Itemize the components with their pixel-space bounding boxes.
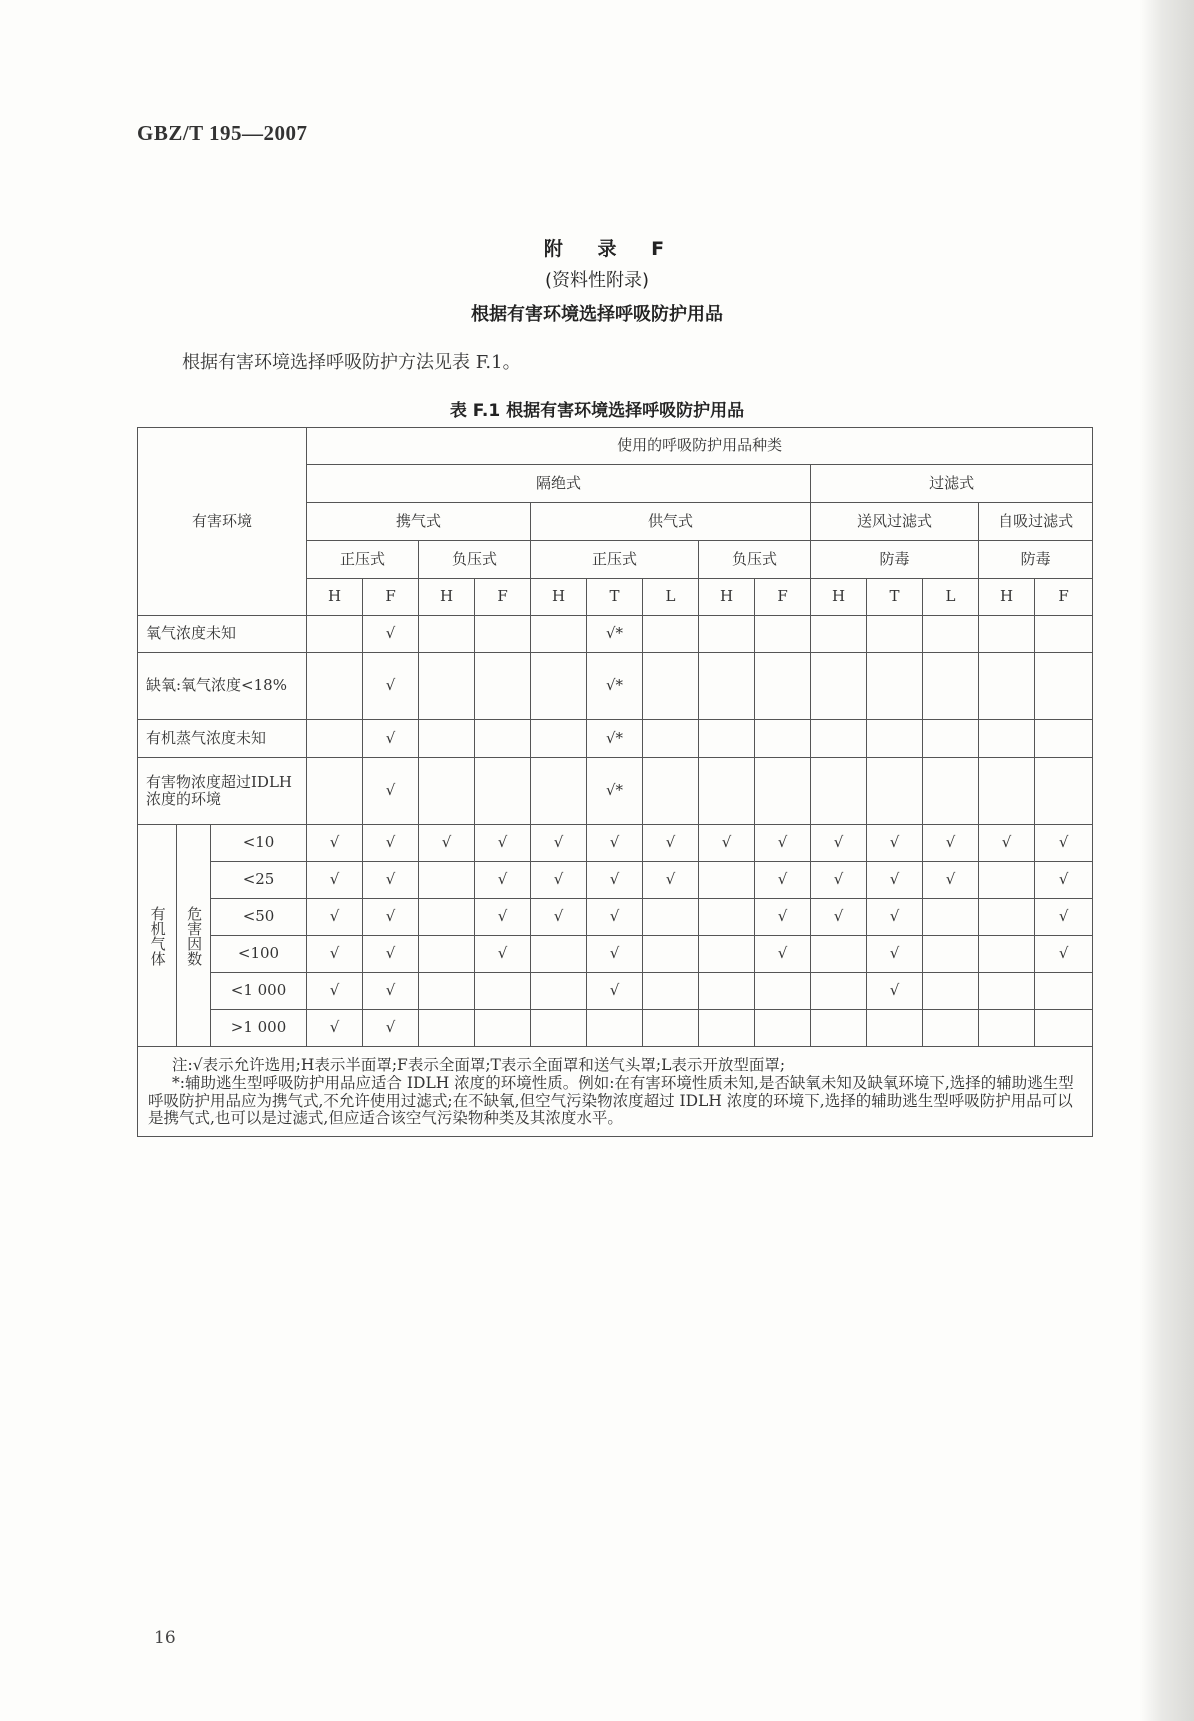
table-row <box>138 862 1093 899</box>
check-cell: √ <box>363 936 419 973</box>
check-cell <box>531 936 587 973</box>
appendix-label: 附 录 F <box>543 238 679 260</box>
check-cell <box>811 936 867 973</box>
check-cell <box>867 758 923 825</box>
table-note <box>138 1047 1093 1137</box>
check-cell <box>867 1010 923 1047</box>
hazard-factor-value: <50 <box>211 899 307 936</box>
check-cell <box>307 758 363 825</box>
check-cell <box>979 973 1035 1010</box>
check-cell: √ <box>587 899 643 936</box>
hazard-factor-value: >1 000 <box>211 1010 307 1047</box>
check-cell <box>867 653 923 720</box>
hazard-factor-value: <25 <box>211 862 307 899</box>
check-cell <box>531 616 587 653</box>
check-cell: √ <box>475 936 531 973</box>
check-cell <box>811 973 867 1010</box>
check-cell <box>531 653 587 720</box>
check-cell: √ <box>475 899 531 936</box>
check-cell: √ <box>587 862 643 899</box>
check-cell: √ <box>363 973 419 1010</box>
check-cell <box>867 720 923 758</box>
table-row <box>138 616 1093 653</box>
table-row <box>138 825 1093 862</box>
check-cell <box>699 862 755 899</box>
check-cell <box>979 862 1035 899</box>
check-cell: √ <box>1035 936 1093 973</box>
row-label: 有害物浓度超过IDLH浓度的环境 <box>138 758 307 825</box>
col-code: H <box>699 579 755 616</box>
respirator-selection-table <box>137 427 1093 1137</box>
check-cell: √ <box>811 825 867 862</box>
note-legend: 注:√表示允许选用;H表示半面罩;F表示全面罩;T表示全面罩和送气头罩;L表示开放型面罩; <box>172 1056 786 1074</box>
check-cell: √ <box>531 899 587 936</box>
group-isolation: 隔绝式 <box>307 465 811 503</box>
col-code: H <box>531 579 587 616</box>
check-cell <box>979 899 1035 936</box>
check-cell: √ <box>587 825 643 862</box>
check-cell <box>699 1010 755 1047</box>
hazard-factor-value: <100 <box>211 936 307 973</box>
check-cell <box>531 1010 587 1047</box>
check-cell <box>699 653 755 720</box>
check-cell: √ <box>867 899 923 936</box>
hazard-factor-label: 危害因数 <box>177 825 211 1047</box>
check-cell <box>475 616 531 653</box>
pressure-negative: 负压式 <box>419 541 531 579</box>
col-code: L <box>643 579 699 616</box>
check-cell <box>923 758 979 825</box>
col-code: H <box>307 579 363 616</box>
top-header: 使用的呼吸防护用品种类 <box>307 428 1093 465</box>
appendix-title: 根据有害环境选择呼吸防护用品 <box>471 304 723 325</box>
check-cell <box>643 616 699 653</box>
check-cell: √ <box>307 899 363 936</box>
check-cell <box>755 653 811 720</box>
check-cell <box>643 936 699 973</box>
col-code: T <box>587 579 643 616</box>
check-cell <box>867 616 923 653</box>
check-cell <box>699 936 755 973</box>
check-cell <box>419 899 475 936</box>
check-cell: √* <box>587 758 643 825</box>
check-cell <box>419 653 475 720</box>
check-cell: √ <box>363 862 419 899</box>
check-cell: √ <box>923 825 979 862</box>
table-row <box>138 720 1093 758</box>
check-cell <box>643 973 699 1010</box>
subgroup-carry-air: 携气式 <box>307 503 531 541</box>
check-cell <box>923 973 979 1010</box>
check-cell: √ <box>587 936 643 973</box>
check-cell: √ <box>1035 825 1093 862</box>
check-cell: √ <box>1035 899 1093 936</box>
check-cell <box>699 616 755 653</box>
table-row <box>138 758 1093 825</box>
check-cell <box>419 758 475 825</box>
check-cell: √ <box>643 862 699 899</box>
col-code: F <box>475 579 531 616</box>
row-label: 有机蒸气浓度未知 <box>138 720 307 758</box>
subgroup-supplied-air: 供气式 <box>531 503 811 541</box>
table-row <box>138 899 1093 936</box>
standard-number: GBZ/T 195—2007 <box>137 121 308 145</box>
check-cell <box>923 936 979 973</box>
check-cell <box>307 720 363 758</box>
page-number: 16 <box>154 1628 176 1648</box>
table-row <box>138 973 1093 1010</box>
check-cell <box>979 936 1035 973</box>
check-cell: √* <box>587 653 643 720</box>
check-cell <box>475 720 531 758</box>
check-cell <box>1035 720 1093 758</box>
check-cell <box>587 1010 643 1047</box>
table-row <box>138 936 1093 973</box>
check-cell <box>699 720 755 758</box>
subgroup-powered-filter: 送风过滤式 <box>811 503 979 541</box>
table-row <box>138 653 1093 720</box>
check-cell <box>643 899 699 936</box>
col-code: H <box>979 579 1035 616</box>
check-cell <box>979 653 1035 720</box>
row-label: 缺氧:氧气浓度<18% <box>138 653 307 720</box>
check-cell: √ <box>755 825 811 862</box>
check-cell <box>307 653 363 720</box>
check-cell <box>755 973 811 1010</box>
check-cell <box>979 758 1035 825</box>
check-cell: √* <box>587 616 643 653</box>
check-cell: √ <box>755 899 811 936</box>
check-cell <box>811 720 867 758</box>
check-cell <box>923 720 979 758</box>
check-cell <box>419 1010 475 1047</box>
check-cell <box>755 616 811 653</box>
check-cell: √ <box>419 825 475 862</box>
check-cell: √ <box>643 825 699 862</box>
note-asterisk: *:辅助逃生型呼吸防护用品应适合 IDLH 浓度的环境性质。例如:在有害环境性质未知,是否缺氧未知及缺氧环境下,选择的辅助逃生型呼吸防护用品应为携气式,不允许使用过滤式;在不缺氧,但空气污染物浓度超过 IDLH 浓度的环境下,选择的辅助逃生型呼吸防护用品可以是携气式,也可以是过滤式,但应适合该空气污染物种类及其浓度水平。 <box>148 1073 1074 1128</box>
gas-proof: 防毒 <box>811 541 979 579</box>
table-note-row <box>138 1047 1093 1137</box>
col-code: H <box>419 579 475 616</box>
gas-proof: 防毒 <box>979 541 1093 579</box>
check-cell: √ <box>755 862 811 899</box>
organic-gas-label: 有机气体 <box>138 825 177 1047</box>
check-cell: √ <box>307 825 363 862</box>
check-cell <box>923 1010 979 1047</box>
check-cell: √ <box>307 862 363 899</box>
check-cell <box>755 758 811 825</box>
check-cell: √ <box>587 973 643 1010</box>
env-header: 有害环境 <box>138 428 307 616</box>
intro-paragraph: 根据有害环境选择呼吸防护方法见表 F.1。 <box>182 352 521 373</box>
check-cell: √ <box>475 862 531 899</box>
pressure-positive: 正压式 <box>531 541 699 579</box>
check-cell <box>1035 1010 1093 1047</box>
subgroup-self-filter: 自吸过滤式 <box>979 503 1093 541</box>
check-cell: √ <box>699 825 755 862</box>
pressure-positive: 正压式 <box>307 541 419 579</box>
check-cell <box>643 758 699 825</box>
appendix-type: (资料性附录) <box>544 270 650 291</box>
check-cell <box>755 720 811 758</box>
check-cell <box>1035 616 1093 653</box>
table-title: 表 F.1 根据有害环境选择呼吸防护用品 <box>449 401 745 421</box>
check-cell <box>419 720 475 758</box>
col-code: L <box>923 579 979 616</box>
check-cell <box>811 616 867 653</box>
check-cell <box>643 653 699 720</box>
check-cell: √ <box>363 653 419 720</box>
hazard-factor-value: <10 <box>211 825 307 862</box>
check-cell <box>419 862 475 899</box>
col-code: F <box>363 579 419 616</box>
check-cell: √ <box>363 720 419 758</box>
check-cell <box>979 616 1035 653</box>
check-cell <box>811 758 867 825</box>
check-cell <box>531 758 587 825</box>
check-cell <box>643 720 699 758</box>
check-cell: √ <box>923 862 979 899</box>
check-cell <box>699 899 755 936</box>
check-cell: √ <box>363 758 419 825</box>
check-cell: √ <box>363 825 419 862</box>
check-cell <box>923 653 979 720</box>
check-cell <box>923 899 979 936</box>
check-cell <box>1035 973 1093 1010</box>
check-cell <box>811 1010 867 1047</box>
check-cell <box>531 720 587 758</box>
col-code: H <box>811 579 867 616</box>
check-cell <box>475 973 531 1010</box>
check-cell: √ <box>867 936 923 973</box>
check-cell <box>419 973 475 1010</box>
check-cell <box>419 616 475 653</box>
check-cell <box>979 1010 1035 1047</box>
col-code: F <box>1035 579 1093 616</box>
check-cell <box>419 936 475 973</box>
table-row <box>138 1010 1093 1047</box>
check-cell <box>811 653 867 720</box>
check-cell: √ <box>307 1010 363 1047</box>
check-cell <box>755 1010 811 1047</box>
col-code: F <box>755 579 811 616</box>
check-cell <box>475 1010 531 1047</box>
check-cell: √ <box>867 862 923 899</box>
pressure-negative: 负压式 <box>699 541 811 579</box>
check-cell <box>475 758 531 825</box>
check-cell <box>307 616 363 653</box>
check-cell <box>1035 653 1093 720</box>
check-cell <box>1035 758 1093 825</box>
check-cell: √* <box>587 720 643 758</box>
check-cell: √ <box>867 973 923 1010</box>
check-cell: √ <box>1035 862 1093 899</box>
hazard-factor-value: <1 000 <box>211 973 307 1010</box>
check-cell: √ <box>531 862 587 899</box>
check-cell <box>979 720 1035 758</box>
check-cell: √ <box>867 825 923 862</box>
check-cell: √ <box>531 825 587 862</box>
check-cell: √ <box>979 825 1035 862</box>
check-cell: √ <box>363 1010 419 1047</box>
check-cell: √ <box>363 616 419 653</box>
group-filter: 过滤式 <box>811 465 1093 503</box>
row-label: 氧气浓度未知 <box>138 616 307 653</box>
check-cell: √ <box>307 973 363 1010</box>
check-cell: √ <box>363 899 419 936</box>
check-cell <box>531 973 587 1010</box>
check-cell: √ <box>307 936 363 973</box>
check-cell <box>699 758 755 825</box>
check-cell: √ <box>811 899 867 936</box>
check-cell: √ <box>811 862 867 899</box>
check-cell <box>923 616 979 653</box>
col-code: T <box>867 579 923 616</box>
check-cell <box>643 1010 699 1047</box>
check-cell <box>475 653 531 720</box>
check-cell: √ <box>755 936 811 973</box>
check-cell <box>699 973 755 1010</box>
check-cell: √ <box>475 825 531 862</box>
